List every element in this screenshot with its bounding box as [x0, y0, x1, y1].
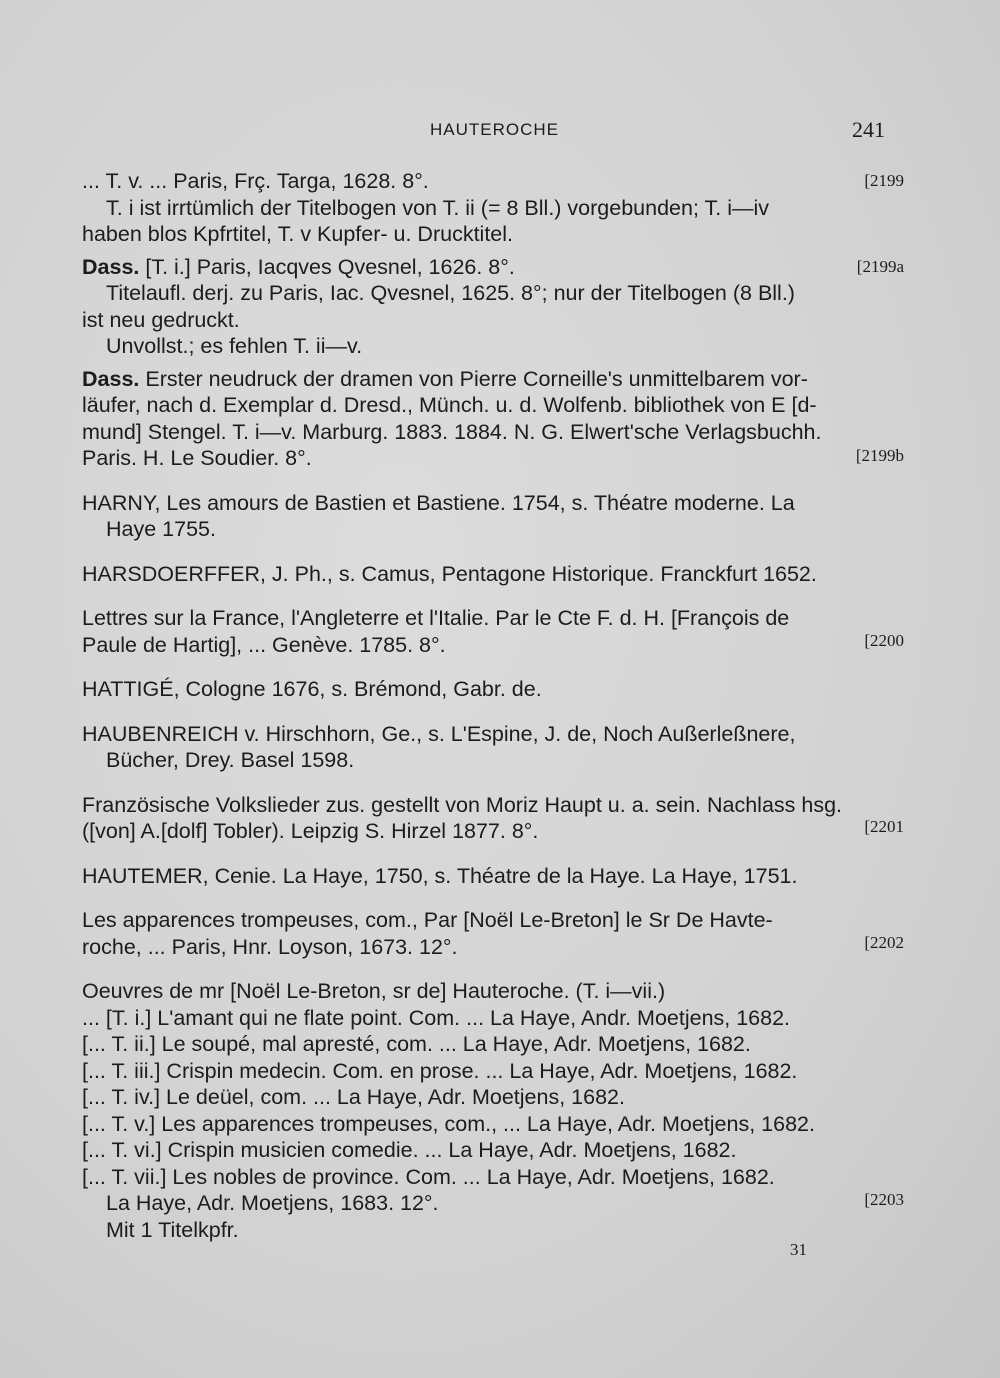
entry-number: [2199b	[855, 446, 904, 465]
entry-line: mund] Stengel. T. i—v. Marburg. 1883. 1884. N. G. Elwert'sche Verlagsbuchh.	[82, 419, 822, 444]
entry-line: Paule de Hartig], ... Genève. 1785. 8°.	[82, 632, 446, 657]
bibliography-entry	[82, 490, 904, 543]
entry-line: Paris. H. Le Soudier. 8°.	[82, 446, 312, 470]
entry-line: [... T. iv.] Le deüel, com. ... La Haye, Adr. Moetjens, 1682.	[82, 1085, 625, 1109]
entry-line: HARNY, Les amours de Bastien et Bastiene. 1754, s. Théatre moderne. La	[82, 490, 795, 515]
running-head: HAUTEROCHE	[430, 120, 560, 139]
entry-line: läufer, nach d. Exemplar d. Dresd., Münch. u. d. Wolfenb. bibliothek von E [d-	[82, 393, 817, 417]
bibliography-entry	[82, 168, 904, 248]
entry-line: Bücher, Drey. Basel 1598.	[106, 748, 355, 772]
entry-number: [2199	[864, 171, 904, 190]
entry-line: [... T. iii.] Crispin medecin. Com. en prose. ... La Haye, Adr. Moetjens, 1682.	[82, 1058, 798, 1083]
entry-line: HATTIGÉ, Cologne 1676, s. Brémond, Gabr. de.	[82, 677, 542, 701]
bibliography-entry	[82, 907, 904, 960]
bibliography-entry	[82, 863, 904, 890]
entry-line: ist neu gedruckt.	[82, 307, 240, 332]
entry-line: Oeuvres de mr [Noël Le-Breton, sr de] Hauteroche. (T. i—vii.)	[82, 979, 666, 1003]
entry-line: [... T. vii.] Les nobles de province. Com. ... La Haye, Adr. Moetjens, 1682.	[82, 1164, 775, 1189]
entry-line: roche, ... Paris, Hnr. Loyson, 1673. 12°.	[82, 934, 458, 959]
entry-line: HARSDOERFFER, J. Ph., s. Camus, Pentagone Historique. Franckfurt 1652.	[82, 561, 817, 586]
entry-line: [... T. ii.] Le soupé, mal apresté, com. ... La Haye, Adr. Moetjens, 1682.	[82, 1032, 751, 1056]
entry-line: T. i ist irrtümlich der Titelbogen von T. ii (= 8 Bll.) vorgebunden; T. i—iv	[106, 195, 770, 220]
entry-line: HAUTEMER, Cenie. La Haye, 1750, s. Théatre de la Haye. La Haye, 1751.	[82, 863, 798, 888]
bibliography-entry	[82, 254, 904, 360]
bibliography-entry	[82, 676, 904, 703]
bibliography-entry	[82, 978, 904, 1243]
entry-line: La Haye, Adr. Moetjens, 1683. 12°.	[106, 1191, 439, 1215]
entry-line: Französische Volkslieder zus. gestellt von Moriz Haupt u. a. sein. Nachlass hsg.	[82, 792, 843, 817]
entry-line: Haye 1755.	[106, 517, 216, 541]
entry-line: [T. i.] Paris, Iacqves Qvesnel, 1626. 8°.	[139, 254, 515, 279]
entry-lead: Dass.	[82, 254, 140, 279]
entry-lead: Dass.	[82, 366, 140, 391]
entry-line: Titelaufl. derj. zu Paris, Iac. Qvesnel, 1625. 8°; nur der Titelbogen (8 Bll.)	[106, 281, 795, 305]
entry-number: [2199a	[856, 256, 904, 276]
entry-line: Erster neudruck der dramen von Pierre Corneille's unmittelbarem vor-	[139, 366, 808, 391]
entry-line: haben blos Kpfrtitel, T. v Kupfer- u. Drucktitel.	[82, 222, 513, 246]
entry-line: [... T. v.] Les apparences trompeuses, com., ... La Haye, Adr. Moetjens, 1682.	[82, 1111, 815, 1136]
bibliography-entry	[82, 366, 904, 472]
signature-mark: 31	[790, 1240, 807, 1259]
bibliography-entry	[82, 792, 904, 845]
page-body	[82, 168, 904, 1261]
bibliography-entry	[82, 721, 904, 774]
entry-line: [... T. vi.] Crispin musicien comedie. ... La Haye, Adr. Moetjens, 1682.	[82, 1138, 737, 1162]
entry-line: Mit 1 Titelkpfr.	[106, 1217, 239, 1242]
entry-number: [2201	[864, 817, 904, 836]
page-number: 241	[852, 117, 885, 142]
entry-line: Lettres sur la France, l'Angleterre et l'Italie. Par le Cte F. d. H. [François de	[82, 606, 790, 630]
bibliography-entry	[82, 605, 904, 658]
entry-number: [2200	[864, 630, 904, 650]
entry-line: ... [T. i.] L'amant qui ne flate point. Com. ... La Haye, Andr. Moetjens, 1682.	[82, 1005, 791, 1030]
entry-line: Unvollst.; es fehlen T. ii—v.	[106, 334, 363, 358]
entry-number: [2202	[864, 932, 904, 952]
entry-line: ([von] A.[dolf] Tobler). Leipzig S. Hirzel 1877. 8°.	[82, 819, 539, 843]
entry-line: ... T. v. ... Paris, Frç. Targa, 1628. 8°.	[82, 169, 429, 193]
entry-line: Les apparences trompeuses, com., Par [Noël Le-Breton] le Sr De Havte-	[82, 908, 773, 932]
bibliography-entry	[82, 561, 904, 588]
entry-number: [2203	[864, 1189, 904, 1209]
entry-line: HAUBENREICH v. Hirschhorn, Ge., s. L'Espine, J. de, Noch Außerleßnere,	[82, 721, 796, 746]
